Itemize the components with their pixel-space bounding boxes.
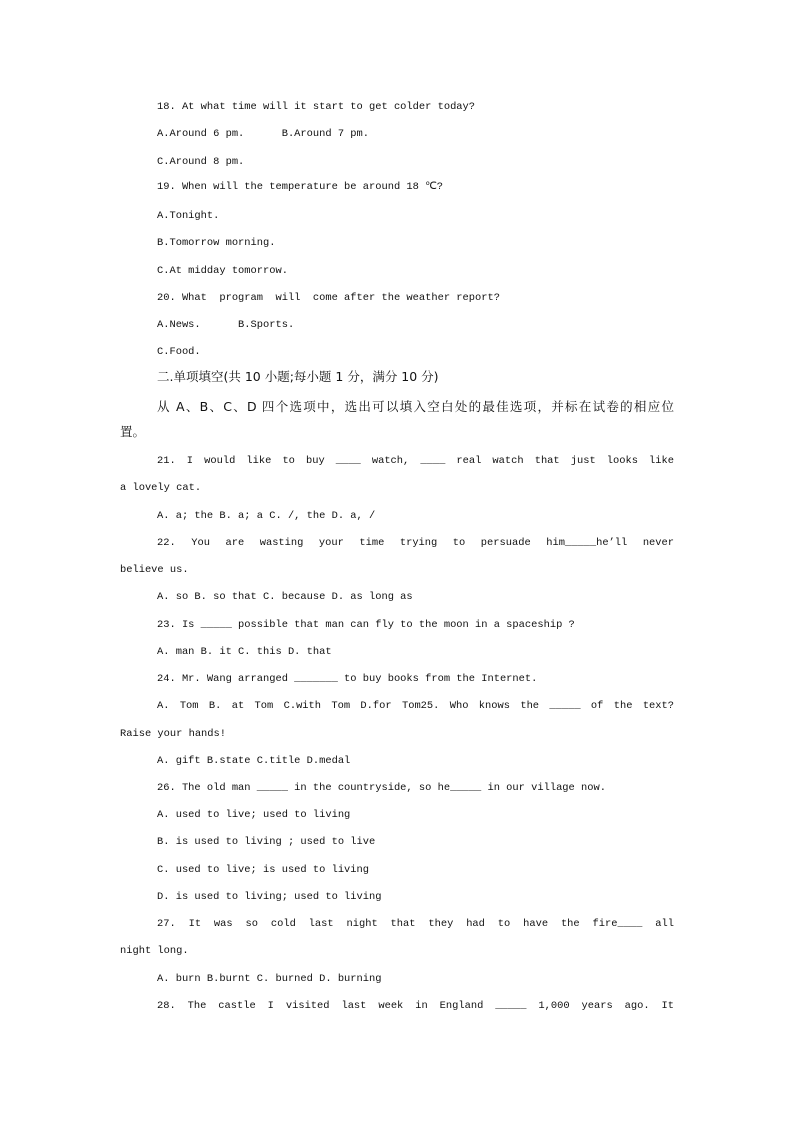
- q25-options: A. gift B.state C.title D.medal: [157, 755, 351, 767]
- question-27-cont: night long.: [120, 945, 189, 957]
- q23-options: A. man B. it C. this D. that: [157, 646, 332, 658]
- question-19: 19. When will the temperature be around 18 ℃?: [157, 181, 444, 193]
- q26-option-c: C. used to live; is used to living: [157, 864, 370, 876]
- q18-options-ab: A.Around 6 pm. B.Around 7 pm.: [157, 128, 370, 140]
- question-21-cont: a lovely cat.: [120, 482, 202, 494]
- question-24: 24. Mr. Wang arranged _______ to buy books from the Internet.: [157, 673, 538, 685]
- question-22: 22. You are wasting your time trying to persuade him_____he’ll never: [157, 537, 674, 549]
- question-22-cont: believe us.: [120, 564, 189, 576]
- section-instructions: 从 A、B、C、D 四个选项中，选出可以填入空白处的最佳选项，并标在试卷的相应位: [157, 399, 674, 414]
- q22-options: A. so B. so that C. because D. as long as: [157, 591, 413, 603]
- q26-option-d: D. is used to living; used to living: [157, 891, 382, 903]
- q19-option-c: C.At midday tomorrow.: [157, 265, 288, 277]
- question-25-cont: Raise your hands!: [120, 728, 227, 740]
- question-21: 21. I would like to buy ____ watch, ____ real watch that just looks like: [157, 455, 674, 467]
- q21-options: A. a; the B. a; a C. /, the D. a, /: [157, 510, 376, 522]
- q19-option-a: A.Tonight.: [157, 210, 220, 222]
- question-20: 20. What program will come after the weather report?: [157, 292, 500, 304]
- q20-option-c: C.Food.: [157, 346, 201, 358]
- q20-options-ab: A.News. B.Sports.: [157, 319, 295, 331]
- section-instructions-cont: 置。: [120, 424, 146, 439]
- q26-option-a: A. used to live; used to living: [157, 809, 351, 821]
- q24-options-question-25: A. Tom B. at Tom C.with Tom D.for Tom25. Who knows the _____ of the text?: [157, 700, 674, 712]
- q26-option-b: B. is used to living ; used to live: [157, 836, 376, 848]
- section-heading: 二.单项填空(共 10 小题;每小题 1 分，满分 10 分): [157, 369, 439, 384]
- q18-option-c: C.Around 8 pm.: [157, 156, 245, 168]
- question-27: 27. It was so cold last night that they had to have the fire____ all: [157, 918, 674, 930]
- question-23: 23. Is _____ possible that man can fly to the moon in a spaceship ?: [157, 619, 575, 631]
- q27-options: A. burn B.burnt C. burned D. burning: [157, 973, 382, 985]
- question-26: 26. The old man _____ in the countryside, so he_____ in our village now.: [157, 782, 606, 794]
- question-28: 28. The castle I visited last week in England _____ 1,000 years ago. It: [157, 1000, 674, 1012]
- q19-option-b: B.Tomorrow morning.: [157, 237, 276, 249]
- question-18: 18. At what time will it start to get colder today?: [157, 101, 476, 113]
